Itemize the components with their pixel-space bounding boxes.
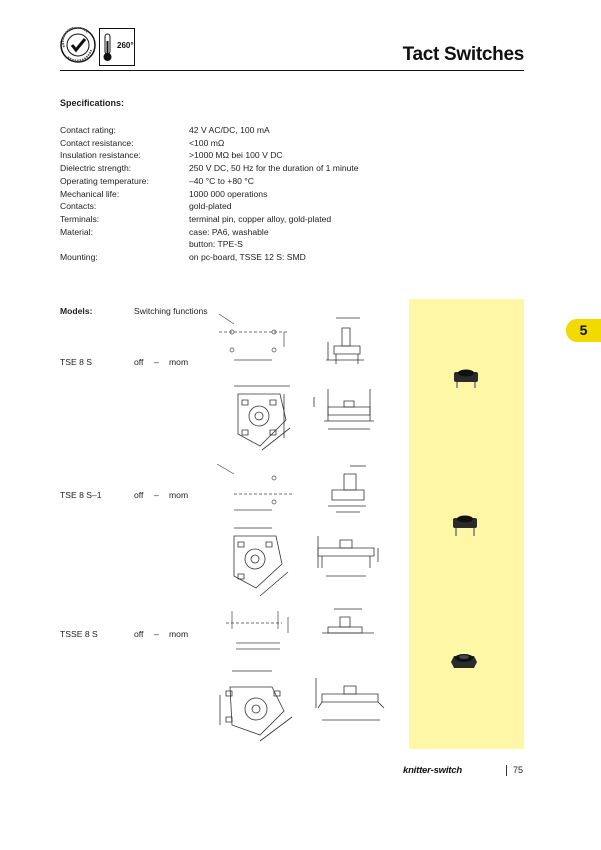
spec-label: Contacts: (60, 201, 97, 212)
model-name: TSE 8 S–1 (60, 490, 102, 500)
top-view-drawing-2 (224, 522, 296, 602)
side-view-drawing (320, 312, 375, 370)
switch-mom: mom (169, 357, 189, 367)
tse-8s-1-photo (452, 512, 478, 538)
temperature-label: 260° (117, 41, 134, 50)
pcb-layout-drawing-3 (222, 605, 302, 655)
switch-off: off (134, 490, 144, 500)
switch-off: off (134, 357, 144, 367)
spec-value: on pc-board, TSSE 12 S: SMD (189, 252, 306, 262)
specifications-heading: Specifications: (60, 98, 125, 108)
spec-label: Contact resistance: (60, 137, 134, 148)
spec-label: Operating temperature: (60, 175, 149, 186)
switch-dash: – (154, 490, 159, 500)
switch-dash: – (154, 629, 159, 639)
tsse-8s-photo (450, 648, 478, 670)
model-name: TSE 8 S (60, 357, 92, 367)
spec-value: 250 V DC, 50 Hz for the duration of 1 minute (189, 163, 359, 174)
top-view-drawing-3 (212, 665, 302, 750)
page-title: Tact Switches (402, 44, 524, 65)
spec-label: Mechanical life: (60, 188, 120, 199)
header-rule (60, 70, 524, 71)
spec-label: Material: (60, 226, 93, 237)
side-view-drawing-3 (318, 605, 378, 645)
rohs-logo (60, 27, 96, 63)
switch-dash: – (154, 357, 159, 367)
switch-off: off (134, 629, 144, 639)
front-view-drawing (310, 385, 385, 440)
spec-label: Mounting: (60, 252, 98, 262)
brand-logo-text: knitter-switch (403, 765, 462, 776)
spec-label: Contact rating: (60, 125, 116, 135)
footer-divider (506, 765, 507, 776)
spec-value: gold-plated (189, 201, 232, 212)
top-view-drawing (228, 380, 300, 460)
spec-value: 1000 000 operations (189, 188, 268, 199)
side-view-drawing-2 (322, 462, 377, 522)
chapter-tab: 5 (566, 319, 601, 342)
page-number: 75 (513, 765, 524, 775)
spec-label: Insulation resistance: (60, 150, 141, 161)
spec-value: –40 °C to +80 °C (189, 175, 254, 186)
tse-8s-photo (453, 366, 479, 390)
switching-functions-heading: Switching functions (134, 306, 208, 316)
model-name: TSSE 8 S (60, 629, 98, 639)
spec-value: <100 mΩ (189, 137, 225, 148)
spec-value: button: TPE-S (189, 239, 243, 250)
spec-value: >1000 MΩ bei 100 V DC (189, 150, 283, 161)
spec-value: 42 V AC/DC, 100 mA (189, 125, 270, 135)
spec-value: case: PA6, washable (189, 226, 269, 237)
models-heading: Models: (60, 306, 93, 316)
front-view-drawing-2 (310, 528, 390, 588)
front-view-drawing-3 (310, 672, 395, 732)
switch-mom: mom (169, 629, 189, 639)
spec-label: Dielectric strength: (60, 163, 132, 174)
pcb-layout-drawing-2 (214, 462, 304, 512)
switch-mom: mom (169, 490, 189, 500)
spec-label: Terminals: (60, 213, 100, 224)
spec-value: terminal pin, copper alloy, gold-plated (189, 213, 332, 224)
pcb-layout-drawing (214, 312, 304, 372)
